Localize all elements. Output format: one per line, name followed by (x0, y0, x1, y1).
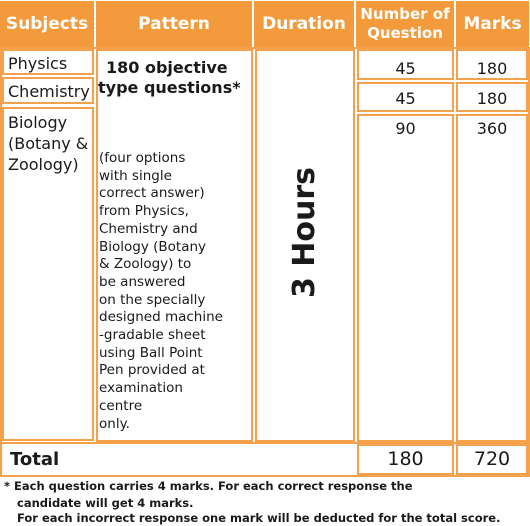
pattern-title: 180 objective type questions* (98, 58, 241, 97)
header-number-of-question: Number of Question (356, 1, 454, 47)
questions-chemistry: 45 (395, 89, 416, 108)
cell-q3 (357, 114, 454, 442)
subject-chemistry: Chemistry (8, 82, 90, 101)
questions-physics: 45 (395, 59, 416, 78)
footnote-line-3: For each incorrect response one mark will be deducted for the total score. (17, 511, 501, 525)
subject-physics: Physics (8, 54, 68, 73)
header-duration: Duration (254, 1, 354, 47)
header-marks: Marks (456, 1, 529, 47)
marks-chemistry: 180 (476, 89, 508, 108)
subject-biology: Biology (Botany & Zoology) (8, 113, 89, 174)
cell-m3 (456, 114, 528, 442)
total-questions: 180 (387, 448, 424, 470)
header-subjects: Subjects (0, 1, 94, 47)
footnote-line-1: * Each question carries 4 marks. For each correct response the (4, 479, 413, 493)
pattern-description: (four options with single correct answer) from Physics, Chemistry and Biology (Botany & Zoology) to be answered on the specially designed machine -gradable sheet using Ball Point Pen provided at examination centre only. (99, 150, 223, 432)
header-pattern: Pattern (96, 1, 252, 47)
marks-biology: 360 (476, 119, 508, 138)
questions-biology: 90 (395, 119, 416, 138)
marks-physics: 180 (476, 59, 508, 78)
total-label: Total (10, 449, 60, 470)
total-marks: 720 (473, 448, 511, 470)
footnote-line-2: candidate will get 4 marks. (17, 496, 194, 510)
duration-value: 3 Hours (287, 166, 323, 299)
